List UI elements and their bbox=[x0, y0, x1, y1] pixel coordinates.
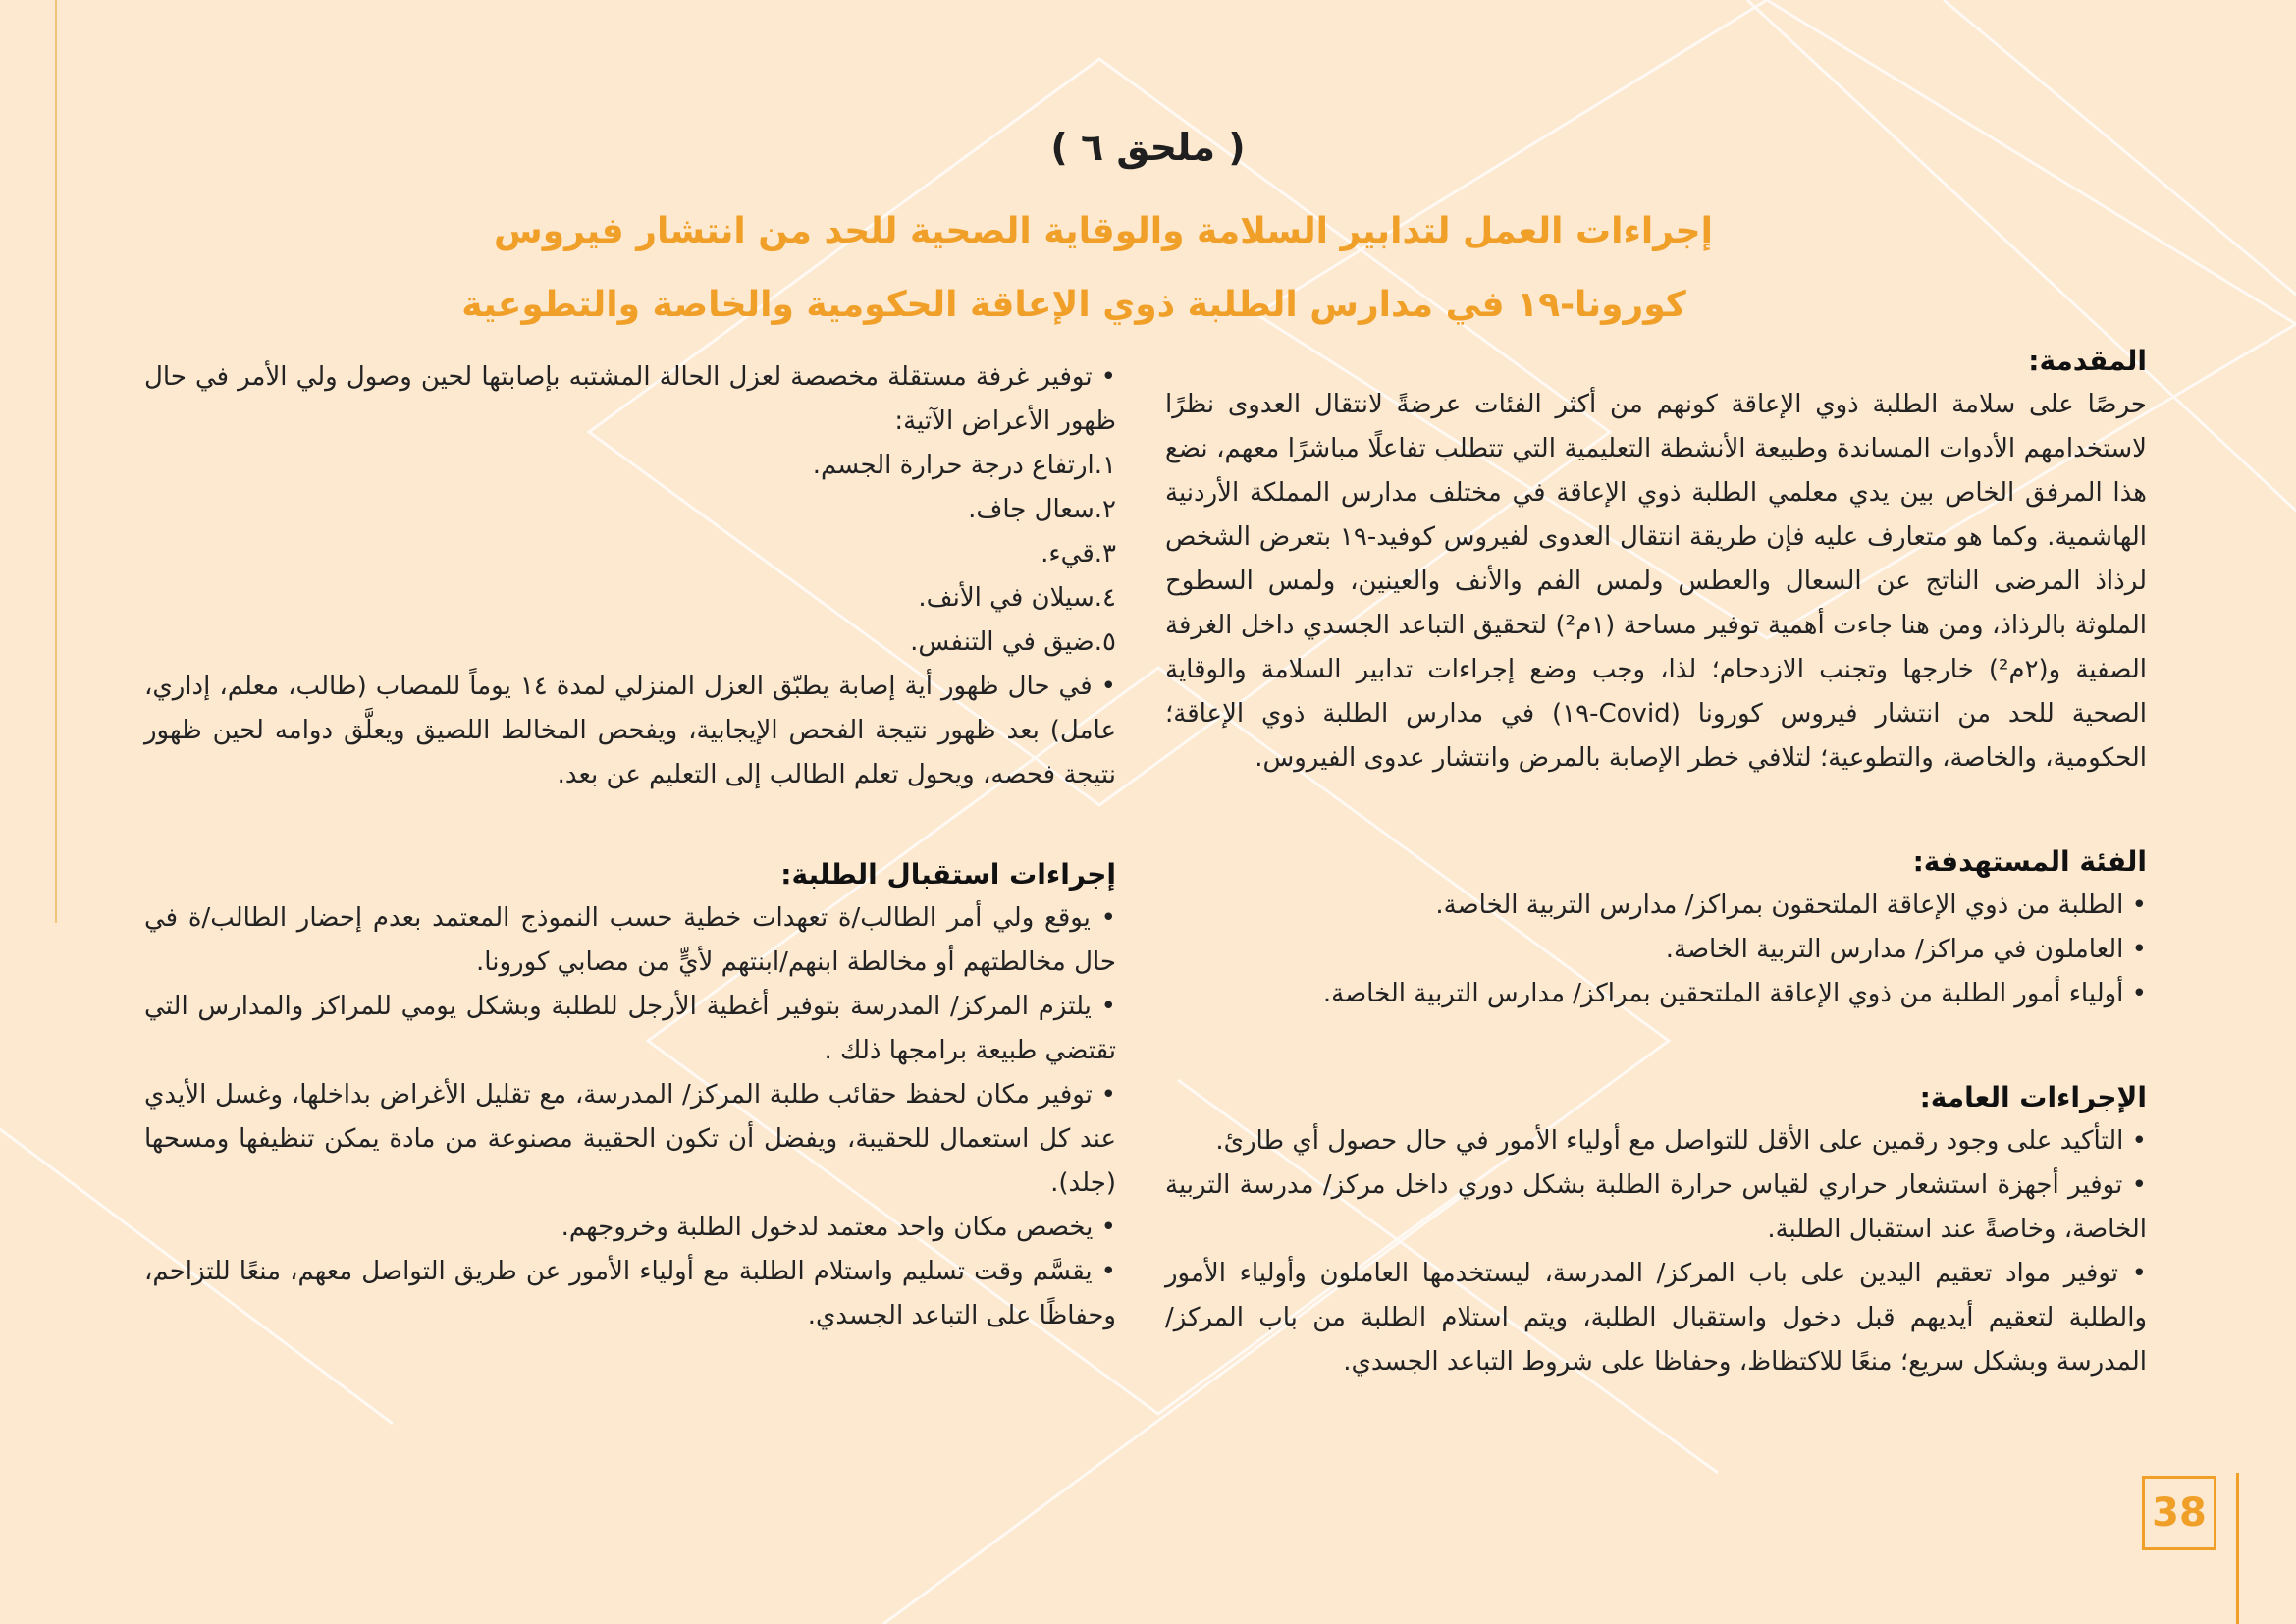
left-column bbox=[144, 355, 1116, 1338]
general-item: • توفير مواد تعقيم اليدين على باب المركز/ المدرسة، ليستخدمها العاملون وأولياء الأمور والطلبة لتعقيم أيديهم قبل دخول واستقبال الطلبة، ويتم استلام الطلبة من باب المركز/ المدرسة وبشكل سريع؛ منعًا للاكتظاظ، وحفاظا على شروط التباعد الجسدي. bbox=[1165, 1259, 2147, 1377]
reception-item: • يوقع ولي أمر الطالب/ة تعهدات خطية حسب النموذج المعتمد بعدم إحضار الطالب/ة في حال مخالطتهم أو مخالطة ابنهم/ابنتهم لأيٍّ من مصابي كورونا. bbox=[144, 903, 1116, 977]
intro-heading: المقدمة: bbox=[2028, 345, 2147, 377]
reception-item: • يلتزم المركز/ المدرسة بتوفير أغطية الأرجل للطلبة وبشكل يومي للمراكز والمدارس التي تقتضي طبيعة برامجها ذلك . bbox=[144, 992, 1116, 1065]
home-isolation-bullet: • في حال ظهور أية إصابة يطبّق العزل المنزلي لمدة ١٤ يوماً للمصاب (طالب، معلم، إداري، عامل) بعد ظهور نتيجة الفحص الإيجابية، ويفحص المخالط اللصيق ويعلَّق دوامه لحين ظهور نتيجة فحصه، ويحول تعلم الطالب إلى التعليم عن بعد. bbox=[144, 672, 1116, 789]
reception-item: • توفير مكان لحفظ حقائب طلبة المركز/ المدرسة، مع تقليل الأغراض بداخلها، وغسل الأيدي عند كل استعمال للحقيبة، ويفضل أن تكون الحقيبة مصنوعة من مادة يمكن تنظيفها ومسحها (جلد). bbox=[144, 1080, 1116, 1198]
symptom-item: ٤.سيلان في الأنف. bbox=[918, 583, 1116, 613]
symptom-item: ٢.سعال جاف. bbox=[968, 495, 1116, 524]
right-margin-line bbox=[2236, 1473, 2239, 1624]
target-item: • الطلبة من ذوي الإعاقة الملتحقون بمراكز/ مدارس التربية الخاصة. bbox=[1435, 891, 2147, 920]
target-item: • أولياء أمور الطلبة من ذوي الإعاقة الملتحقين بمراكز/ مدارس التربية الخاصة. bbox=[1322, 979, 2147, 1008]
general-item: • التأكيد على وجود رقمين على الأقل للتواصل مع أولياء الأمور في حال حصول أي طارئ. bbox=[1215, 1126, 2147, 1156]
right-column bbox=[1165, 339, 2147, 1384]
symptom-item: ٣.قيء. bbox=[1041, 539, 1116, 568]
general-heading: الإجراءات العامة: bbox=[1919, 1081, 2147, 1113]
symptom-item: ١.ارتفاع درجة حرارة الجسم. bbox=[812, 451, 1116, 480]
document-title-line-2: كورونا-١٩ في مدارس الطلبة ذوي الإعاقة الحكومية والخاصة والتطوعية bbox=[461, 285, 1686, 325]
target-heading: الفئة المستهدفة: bbox=[1912, 845, 2147, 878]
document-title-line-1: إجراءات العمل لتدابير السلامة والوقاية الصحية للحد من انتشار فيروس bbox=[494, 211, 1713, 251]
page-number: 38 bbox=[2142, 1476, 2216, 1550]
general-item: • توفير أجهزة استشعار حراري لقياس حرارة الطلبة بشكل دوري داخل مركز/ مدرسة التربية الخاصة، وخاصةً عند استقبال الطلبة. bbox=[1165, 1170, 2147, 1244]
symptom-item: ٥.ضيق في التنفس. bbox=[910, 627, 1116, 657]
reception-heading: إجراءات استقبال الطلبة: bbox=[780, 858, 1116, 891]
annex-label: ( ملحق ٦ ) bbox=[1050, 126, 1246, 169]
reception-item: • يخصص مكان واحد معتمد لدخول الطلبة وخروجهم. bbox=[561, 1213, 1116, 1242]
intro-paragraph: حرصًا على سلامة الطلبة ذوي الإعاقة كونهم من أكثر الفئات عرضةً لانتقال العدوى نظرًا لاستخدامهم الأدوات المساندة وطبيعة الأنشطة التعليمية التي تتطلب تفاعلًا مباشرًا معهم، نضع هذا المرفق الخاص بين يدي معلمي الطلبة ذوي الإعاقة في مختلف مدارس المملكة الأردنية الهاشمية. وكما هو متعارف عليه فإن طريقة انتقال العدوى لفيروس كوفيد-١٩ بتعرض الشخص لرذاذ المرضى الناتج عن السعال والعطس ولمس الفم والأنف والعينين، ولمس السطوح الملوثة بالرذاذ، ومن هنا جاءت أهمية توفير مساحة (١م²) لتحقيق التباعد الجسدي داخل الغرفة الصفية و(٢م²) خارجها وتجنب الازدحام؛ لذا، وجب وضع إجراءات تدابير السلامة والوقاية الصحية للحد من انتشار فيروس كورونا (Covid-١٩) في مدارس الطلبة ذوي الإعاقة؛ الحكومية، والخاصة، والتطوعية؛ لتلافي خطر الإصابة بالمرض وانتشار عدوى الفيروس. bbox=[1165, 390, 2147, 773]
isolation-room-bullet: • توفير غرفة مستقلة مخصصة لعزل الحالة المشتبه بإصابتها لحين وصول ولي الأمر في حال ظهور الأعراض الآتية: bbox=[144, 362, 1116, 436]
reception-item: • يقسَّم وقت تسليم واستلام الطلبة مع أولياء الأمور عن طريق التواصل معهم، منعًا للتزاحم، وحفاظًا على التباعد الجسدي. bbox=[144, 1257, 1116, 1330]
target-item: • العاملون في مراكز/ مدارس التربية الخاصة. bbox=[1665, 935, 2147, 964]
